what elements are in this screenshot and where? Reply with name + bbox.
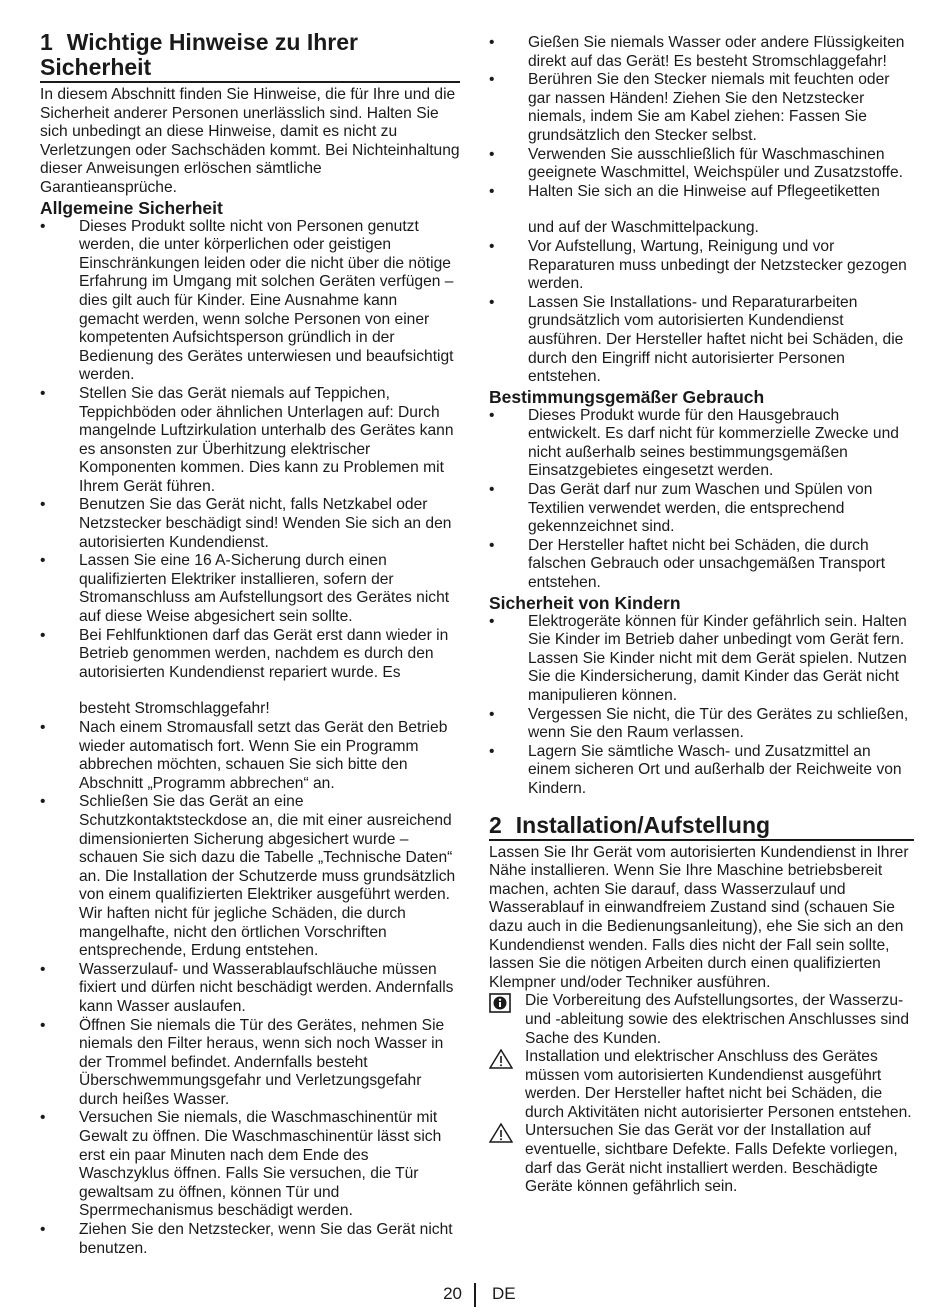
list-item: • Dieses Produkt wurde für den Hausgebrauch entwickelt. Es darf nicht für kommerzielle Zwecke und nicht außerhalb seines bestimmungsgemäßen Einsatzgebietes eingesetzt werden. [489,407,914,481]
list-item: • Elektrogeräte können für Kinder gefährlich sein. Halten Sie Kinder im Betrieb daher unbedingt vom Gerät fern. Lassen Sie Kinder nicht mit dem Gerät spielen. Nutzen Sie die Kindersicherung, damit Kinder das Gerät nicht manipulieren können. [489,613,914,706]
general-safety-list-cont-2 [489,34,914,201]
intended-use-list [489,407,914,593]
spacer [489,201,914,219]
intended-use-heading: Bestimmungsgemäßer Gebrauch [489,386,765,407]
list-item: • Stellen Sie das Gerät niemals auf Teppichen, Teppichböden oder ähnlichen Unterlagen auf: Durch mangelnde Luftzirkulation unterhalb des Gerätes kann es ansonsten zur Überhitzung elektrischer Komponenten kommen. Dies kann zu Problemen mit Ihrem Gerät führen. [40,385,460,497]
note-text: Untersuchen Sie das Gerät vor der Installation auf eventuelle, sichtbare Defekte. Falls Defekte vorliegen, darf das Gerät nicht installiert werden. Beschädigte Geräte können gefährlich sein. [525,1122,898,1196]
list-item: • Bei Fehlfunktionen darf das Gerät erst dann wieder in Betrieb genommen werden, nachdem es durch den autorisierten Kundendienst repariert wurde. Es [40,627,460,683]
note-text: Installation und elektrischer Anschluss des Gerätes müssen vom autorisierten Kundendienst ausgeführt werden. Der Hersteller haftet nicht bei Schäden, die durch Aktivitäten nicht autorisierter Personen entstehen. [525,1048,912,1121]
info-icon [489,993,513,1013]
list-item: • Nach einem Stromausfall setzt das Gerät den Betrieb wieder automatisch fort. Wenn Sie ein Programm abbrechen möchten, schauen Sie sich bitte den Abschnitt „Programm abbrechen“ an. [40,719,460,793]
section-2-intro: Lassen Sie Ihr Gerät vom autorisierten Kundendienst in Ihrer Nähe installieren. Wenn Sie Ihre Maschine betriebsbereit machen, achten Sie darauf, dass Wasserzulauf und Wasserablauf in einwandfreiem Zustand sind (schauen Sie dazu auch in die Bedienungsanleitung), ehe Sie sich an den Kundendienst wenden. Falls dies nicht der Fall sein sollte, lassen Sie die nötigen Arbeiten durch einen qualifizierten Klempner und/oder Techniker ausführen. [489,843,909,991]
list-item: • Öffnen Sie niemals die Tür des Gerätes, nehmen Sie niemals den Filter heraus, wenn sich noch Wasser in der Trommel befindet. Andernfalls besteht Überschwemmungsgefahr und Verletzungsgefahr durch heißes Wasser. [40,1017,460,1110]
list-item-continuation: und auf der Waschmittelpackung. [528,219,759,237]
list-item: • Versuchen Sie niemals, die Waschmaschinentür mit Gewalt zu öffnen. Die Waschmaschinentür lässt sich erst ein paar Minuten nach dem Ende des Waschzyklus öffnen. Falls Sie versuchen, die Tür gewaltsam zu öffnen, können Tür und Sperrmechanismus beschädigt werden. [40,1109,460,1221]
list-item: • Gießen Sie niemals Wasser oder andere Flüssigkeiten direkt auf das Gerät! Es besteht Stromschlaggefahr! [489,34,914,71]
warning-note [489,1048,914,1122]
list-item: • Halten Sie sich an die Hinweise auf Pflegeetiketten [489,183,914,202]
section-number: 1 [40,29,53,55]
general-safety-list [40,218,460,683]
general-safety-list-cont-3 [489,238,914,387]
list-item: • Der Hersteller haftet nicht bei Schäden, die durch falschen Gebrauch oder unsachgemäßen Transport entstehen. [489,537,914,593]
section-2-heading [489,813,914,841]
language-code: DE [492,1284,516,1303]
info-note [489,992,914,1048]
list-item: • Lassen Sie eine 16 A-Sicherung durch einen qualifizierten Elektriker installieren, sofern der Stromanschluss am Aufstellungsort des Gerätes nicht auf diese Weise abgesichert sein sollte. [40,552,460,626]
page-footer [0,1284,950,1308]
right-column [489,30,914,1197]
general-safety-heading: Allgemeine Sicherheit [40,197,223,218]
warning-icon [489,1123,513,1143]
list-item: • Berühren Sie den Stecker niemals mit feuchten oder gar nassen Händen! Ziehen Sie den Netzstecker niemals, indem Sie am Kabel ziehen: Fassen Sie grundsätzlich den Stecker selbst. [489,71,914,145]
list-item: • Benutzen Sie das Gerät nicht, falls Netzkabel oder Netzstecker beschädigt sind! Wenden Sie sich an den autorisierten Kundendienst. [40,496,460,552]
general-safety-list-cont [40,719,460,1258]
page-number: 20 [443,1284,462,1303]
footer-divider [474,1283,476,1307]
note-text: Die Vorbereitung des Aufstellungsortes, der Wasserzu- und -ableitung sowie des elektrischen Anschlusses sind Sache des Kunden. [525,992,910,1047]
spacer [40,682,460,700]
list-item: • Vergessen Sie nicht, die Tür des Gerätes zu schließen, wenn Sie den Raum verlassen. [489,706,914,743]
section-1-intro: In diesem Abschnitt finden Sie Hinweise, die für Ihre und die Sicherheit anderer Personen unerlässlich sind. Halten Sie sich unbedingt an diese Hinweise, damit es nicht zu Verletzungen oder Sachschäden kommt. Bei Nichteinhaltung dieser Anweisungen erlöschen sämtliche Garantieansprüche. [40,86,460,196]
list-item: • Verwenden Sie ausschließlich für Waschmaschinen geeignete Waschmittel, Weichspüler und Zusatzstoffe. [489,146,914,183]
list-item: • Vor Aufstellung, Wartung, Reinigung und vor Reparaturen muss unbedingt der Netzstecker gezogen werden. [489,238,914,294]
section-title: Wichtige Hinweise zu Ihrer Sicherheit [40,29,358,80]
list-item: • Schließen Sie das Gerät an eine Schutzkontaktsteckdose an, die mit einer ausreichend dimensionierten Sicherung abgesichert wurde – schauen Sie sich dazu die Tabelle „Technische Daten“ an. Die Installation der Schutzerde muss grundsätzlich von einem qualifizierten Elektriker ausgeführt werden. Wir haften nicht für jegliche Schäden, die durch mangelhafte, nicht den örtlichen Vorschriften entsprechende, Erdung entstehen. [40,793,460,960]
list-item: • Das Gerät darf nur zum Waschen und Spülen von Textilien verwendet werden, die entsprechend gekennzeichnet sind. [489,481,914,537]
child-safety-heading: Sicherheit von Kindern [489,592,681,613]
list-item: • Lassen Sie Installations- und Reparaturarbeiten grundsätzlich vom autorisierten Kundendienst ausführen. Der Hersteller haftet nicht bei Schäden, die durch den Eingriff nicht autorisierter Personen entstehen. [489,294,914,387]
warning-note [489,1122,914,1196]
section-1-heading [40,30,460,83]
list-item: • Dieses Produkt sollte nicht von Personen genutzt werden, die unter körperlichen oder geistigen Einschränkungen leiden oder die nicht über die nötige Erfahrung im Umgang mit solchen Geräten verfügen – dies gilt auch für Kinder. Eine Ausnahme kann gemacht werden, wenn solche Personen von einer kompetenten Aufsichtsperson gründlich in der Bedienung des Gerätes unterwiesen und beaufsichtigt werden. [40,218,460,385]
warning-icon [489,1049,513,1069]
list-item: • Wasserzulauf- und Wasserablaufschläuche müssen fixiert und dürfen nicht beschädigt werden. Andernfalls kann Wasser auslaufen. [40,961,460,1017]
list-item-continuation: besteht Stromschlaggefahr! [79,700,270,718]
left-column [40,30,460,1258]
child-safety-list [489,613,914,799]
list-item: • Ziehen Sie den Netzstecker, wenn Sie das Gerät nicht benutzen. [40,1221,460,1258]
section-title: Installation/Aufstellung [515,811,771,838]
list-item: • Lagern Sie sämtliche Wasch- und Zusatzmittel an einem sicheren Ort und außerhalb der Reichweite von Kindern. [489,743,914,799]
section-number: 2 [489,811,502,838]
